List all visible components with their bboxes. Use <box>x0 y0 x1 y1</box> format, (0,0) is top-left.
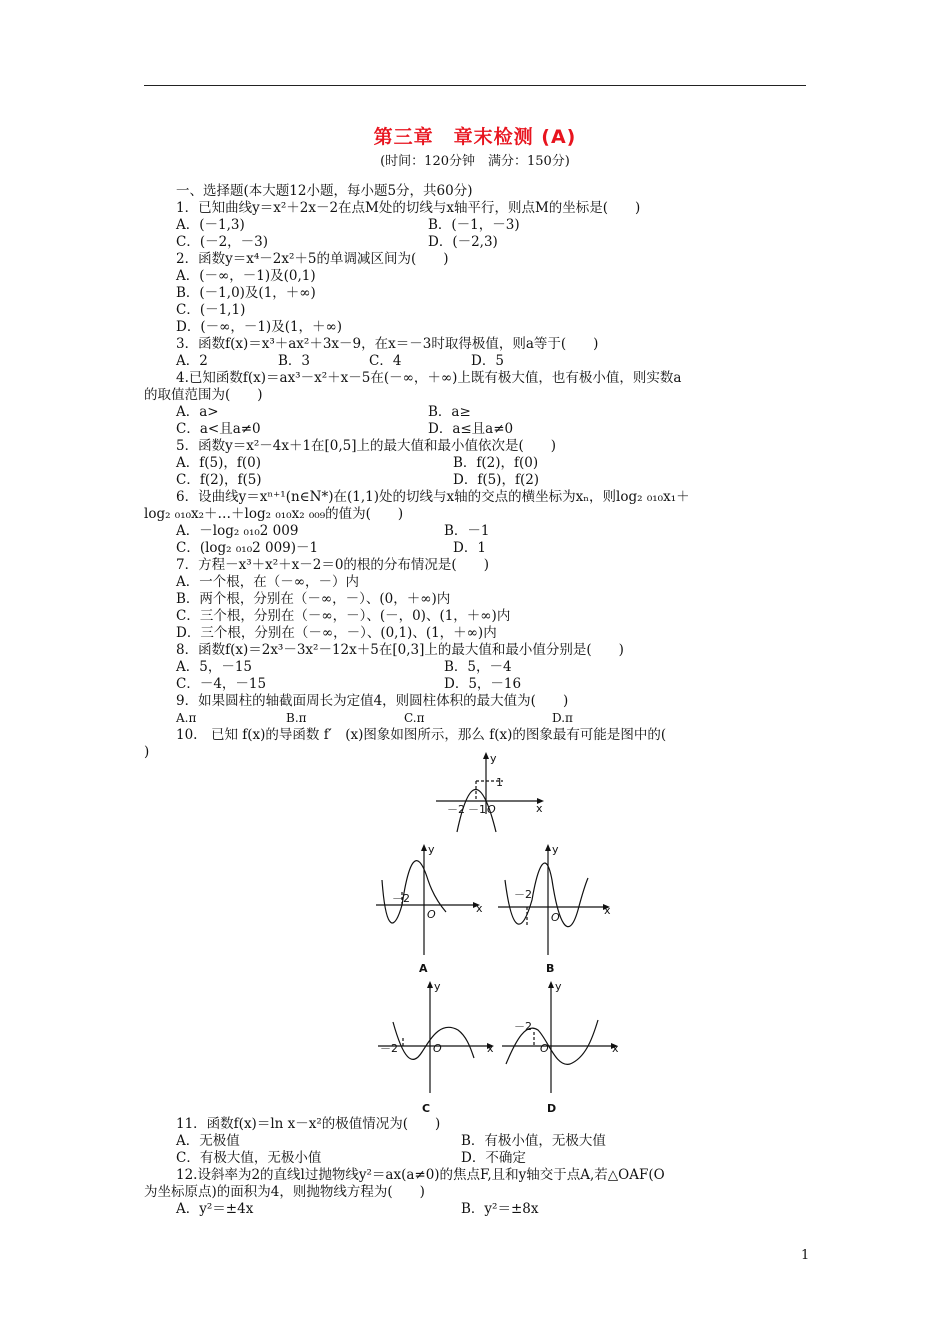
q3-option-a: A．2 <box>176 353 208 369</box>
q7-option-d: D．三个根，分别在（－∞，－）、(0,1)、(1，＋∞)内 <box>176 625 497 641</box>
a-tick-m2: －2 <box>392 892 410 905</box>
question-7: 7．方程－x³＋x²＋x－2＝0的根的分布情况是( ) <box>176 557 489 573</box>
c-origin: O <box>433 1042 442 1055</box>
question-6-line-1: 6．设曲线y＝xⁿ⁺¹(n∈N*)在(1,1)处的切线与x轴的交点的横坐标为xₙ，则log₂ ₀₁₀x₁＋ <box>176 489 690 505</box>
q11-option-c: C．有极大值，无极小值 <box>176 1150 322 1166</box>
q4-option-c: C．a<且a≠0 <box>176 421 261 437</box>
q5-option-c: C．f(2)，f(5) <box>176 472 262 488</box>
question-12-line-2: 为坐标原点)的面积为4，则抛物线方程为( ) <box>144 1184 425 1200</box>
q4-option-d: D．a≤且a≠0 <box>428 421 514 437</box>
graph-label-d: D <box>547 1102 557 1115</box>
graph-label-c: C <box>422 1102 431 1115</box>
section-heading: 一、选择题(本大题12小题，每小题5分，共60分) <box>176 183 473 199</box>
graph-label-a: A <box>419 962 428 975</box>
b-origin: O <box>551 911 560 924</box>
top-label-o: O <box>487 803 496 816</box>
d-tick-m2: －2 <box>514 1020 532 1033</box>
q11-option-a: A．无极值 <box>176 1133 240 1149</box>
q8-option-d: D．5，－16 <box>444 676 522 692</box>
q11-option-d: D．不确定 <box>461 1150 526 1166</box>
q9-option-b: B.π <box>286 711 307 725</box>
c-tick-m2: －2 <box>380 1042 398 1055</box>
q2-option-b: B．(－1,0)及(1，＋∞) <box>176 285 316 301</box>
q8-option-a: A．5，－15 <box>176 659 253 675</box>
page-title: 第三章 章末检测 (A) <box>373 126 577 148</box>
q3-option-b: B．3 <box>278 353 311 369</box>
question-4-line-1: 4.已知函数f(x)＝ax³－x²＋x－5在(－∞，＋∞)上既有极大值，也有极小值，则实数a <box>176 370 682 386</box>
question-6-line-2: log₂ ₀₁₀x₂＋…＋log₂ ₀₁₀x₂ ₀₀₉的值为( ) <box>144 506 404 522</box>
a-axis-y: y <box>428 843 435 856</box>
question-3: 3．函数f(x)＝x³＋ax²＋3x－9，在x＝－3时取得极值，则a等于( ) <box>176 336 599 352</box>
q7-option-b: B．两个根，分别在（－∞，－）、(0，＋∞)内 <box>176 591 451 607</box>
top-axis-x: x <box>536 802 543 815</box>
b-axis-x: x <box>604 904 611 917</box>
question-5: 5．函数y＝x²－4x＋1在[0,5]上的最大值和最小值依次是( ) <box>176 438 557 454</box>
page-subtitle: (时间：120分钟 满分：150分) <box>380 154 570 169</box>
a-axis-x: x <box>476 902 483 915</box>
question-4-line-2: 的取值范围为( ) <box>144 387 263 403</box>
q4-option-a: A．a> <box>176 404 219 420</box>
q6-option-a: A．－log₂ ₀₁₀2 009 <box>176 523 299 539</box>
q1-option-d: D．(－2,3) <box>428 234 498 250</box>
q12-option-a: A．y²＝±4x <box>176 1201 254 1217</box>
question-2: 2．函数y＝x⁴－2x²＋5的单调减区间为( ) <box>176 251 449 267</box>
question-10-line-2: ) <box>144 744 150 760</box>
question-1: 1．已知曲线y＝x²＋2x－2在点M处的切线与x轴平行，则点M的坐标是( ) <box>176 200 641 216</box>
q9-option-c: C.π <box>404 711 425 725</box>
q5-option-a: A．f(5)，f(0) <box>176 455 261 471</box>
c-axis-y: y <box>434 980 441 993</box>
question-8: 8．函数f(x)＝2x³－3x²－12x＋5在[0,3]上的最大值和最小值分别是( ) <box>176 642 624 658</box>
top-label-m1: －1 <box>468 803 486 816</box>
q8-option-c: C．－4，－15 <box>176 676 267 692</box>
q6-option-b: B．－1 <box>444 523 490 539</box>
graph-label-b: B <box>546 962 555 975</box>
top-label-m2: －2 <box>447 803 465 816</box>
q9-option-a: A.π <box>176 711 197 725</box>
a-origin: O <box>427 908 436 921</box>
b-axis-y: y <box>552 843 559 856</box>
d-axis-x: x <box>612 1042 619 1055</box>
q8-option-b: B．5，－4 <box>444 659 512 675</box>
q2-option-a: A．(－∞，－1)及(0,1) <box>176 268 316 284</box>
q1-option-a: A．(－1,3) <box>176 217 245 233</box>
q3-option-c: C．4 <box>369 353 402 369</box>
q7-option-c: C．三个根，分别在（－∞，－）、(－，0)、(1，＋∞)内 <box>176 608 511 624</box>
question-12-line-1: 12.设斜率为2的直线l过抛物线y²＝ax(a≠0)的焦点F,且和y轴交于点A,若△OAF(O <box>176 1167 665 1183</box>
question-11: 11．函数f(x)＝ln x－x²的极值情况为( ) <box>176 1116 441 1132</box>
q5-option-d: D．f(5)，f(2) <box>453 472 540 488</box>
q1-option-b: B．(－1，－3) <box>428 217 520 233</box>
q7-option-a: A．一个根，在（－∞，－）内 <box>176 574 359 590</box>
q12-option-b: B．y²＝±8x <box>461 1201 539 1217</box>
q6-option-c: C．(log₂ ₀₁₀2 009)－1 <box>176 540 319 556</box>
page-number: 1 <box>801 1248 810 1263</box>
d-axis-y: y <box>555 980 562 993</box>
q9-option-d: D.π <box>552 711 573 725</box>
q4-option-b: B．a≥ <box>428 404 471 420</box>
q11-option-b: B．有极小值，无极大值 <box>461 1133 606 1149</box>
q5-option-b: B．f(2)，f(0) <box>453 455 539 471</box>
b-tick-m2: －2 <box>514 888 532 901</box>
q6-option-d: D．1 <box>453 540 486 556</box>
top-axis-y: y <box>490 752 497 765</box>
d-origin: O <box>540 1042 549 1055</box>
top-label-1: 1 <box>496 776 503 789</box>
question-10-line-1: 10. 已知 f(x)的导函数 f′ (x)图象如图所示，那么 f(x)的图象最有可能是图中的( <box>176 727 667 743</box>
q2-option-d: D．(－∞，－1)及(1，＋∞) <box>176 319 343 335</box>
question-9: 9．如果圆柱的轴截面周长为定值4，则圆柱体积的最大值为( ) <box>176 693 569 709</box>
q1-option-c: C．(－2，－3) <box>176 234 269 250</box>
q2-option-c: C．(－1,1) <box>176 302 246 318</box>
c-axis-x: x <box>487 1042 494 1055</box>
q3-option-d: D．5 <box>471 353 504 369</box>
